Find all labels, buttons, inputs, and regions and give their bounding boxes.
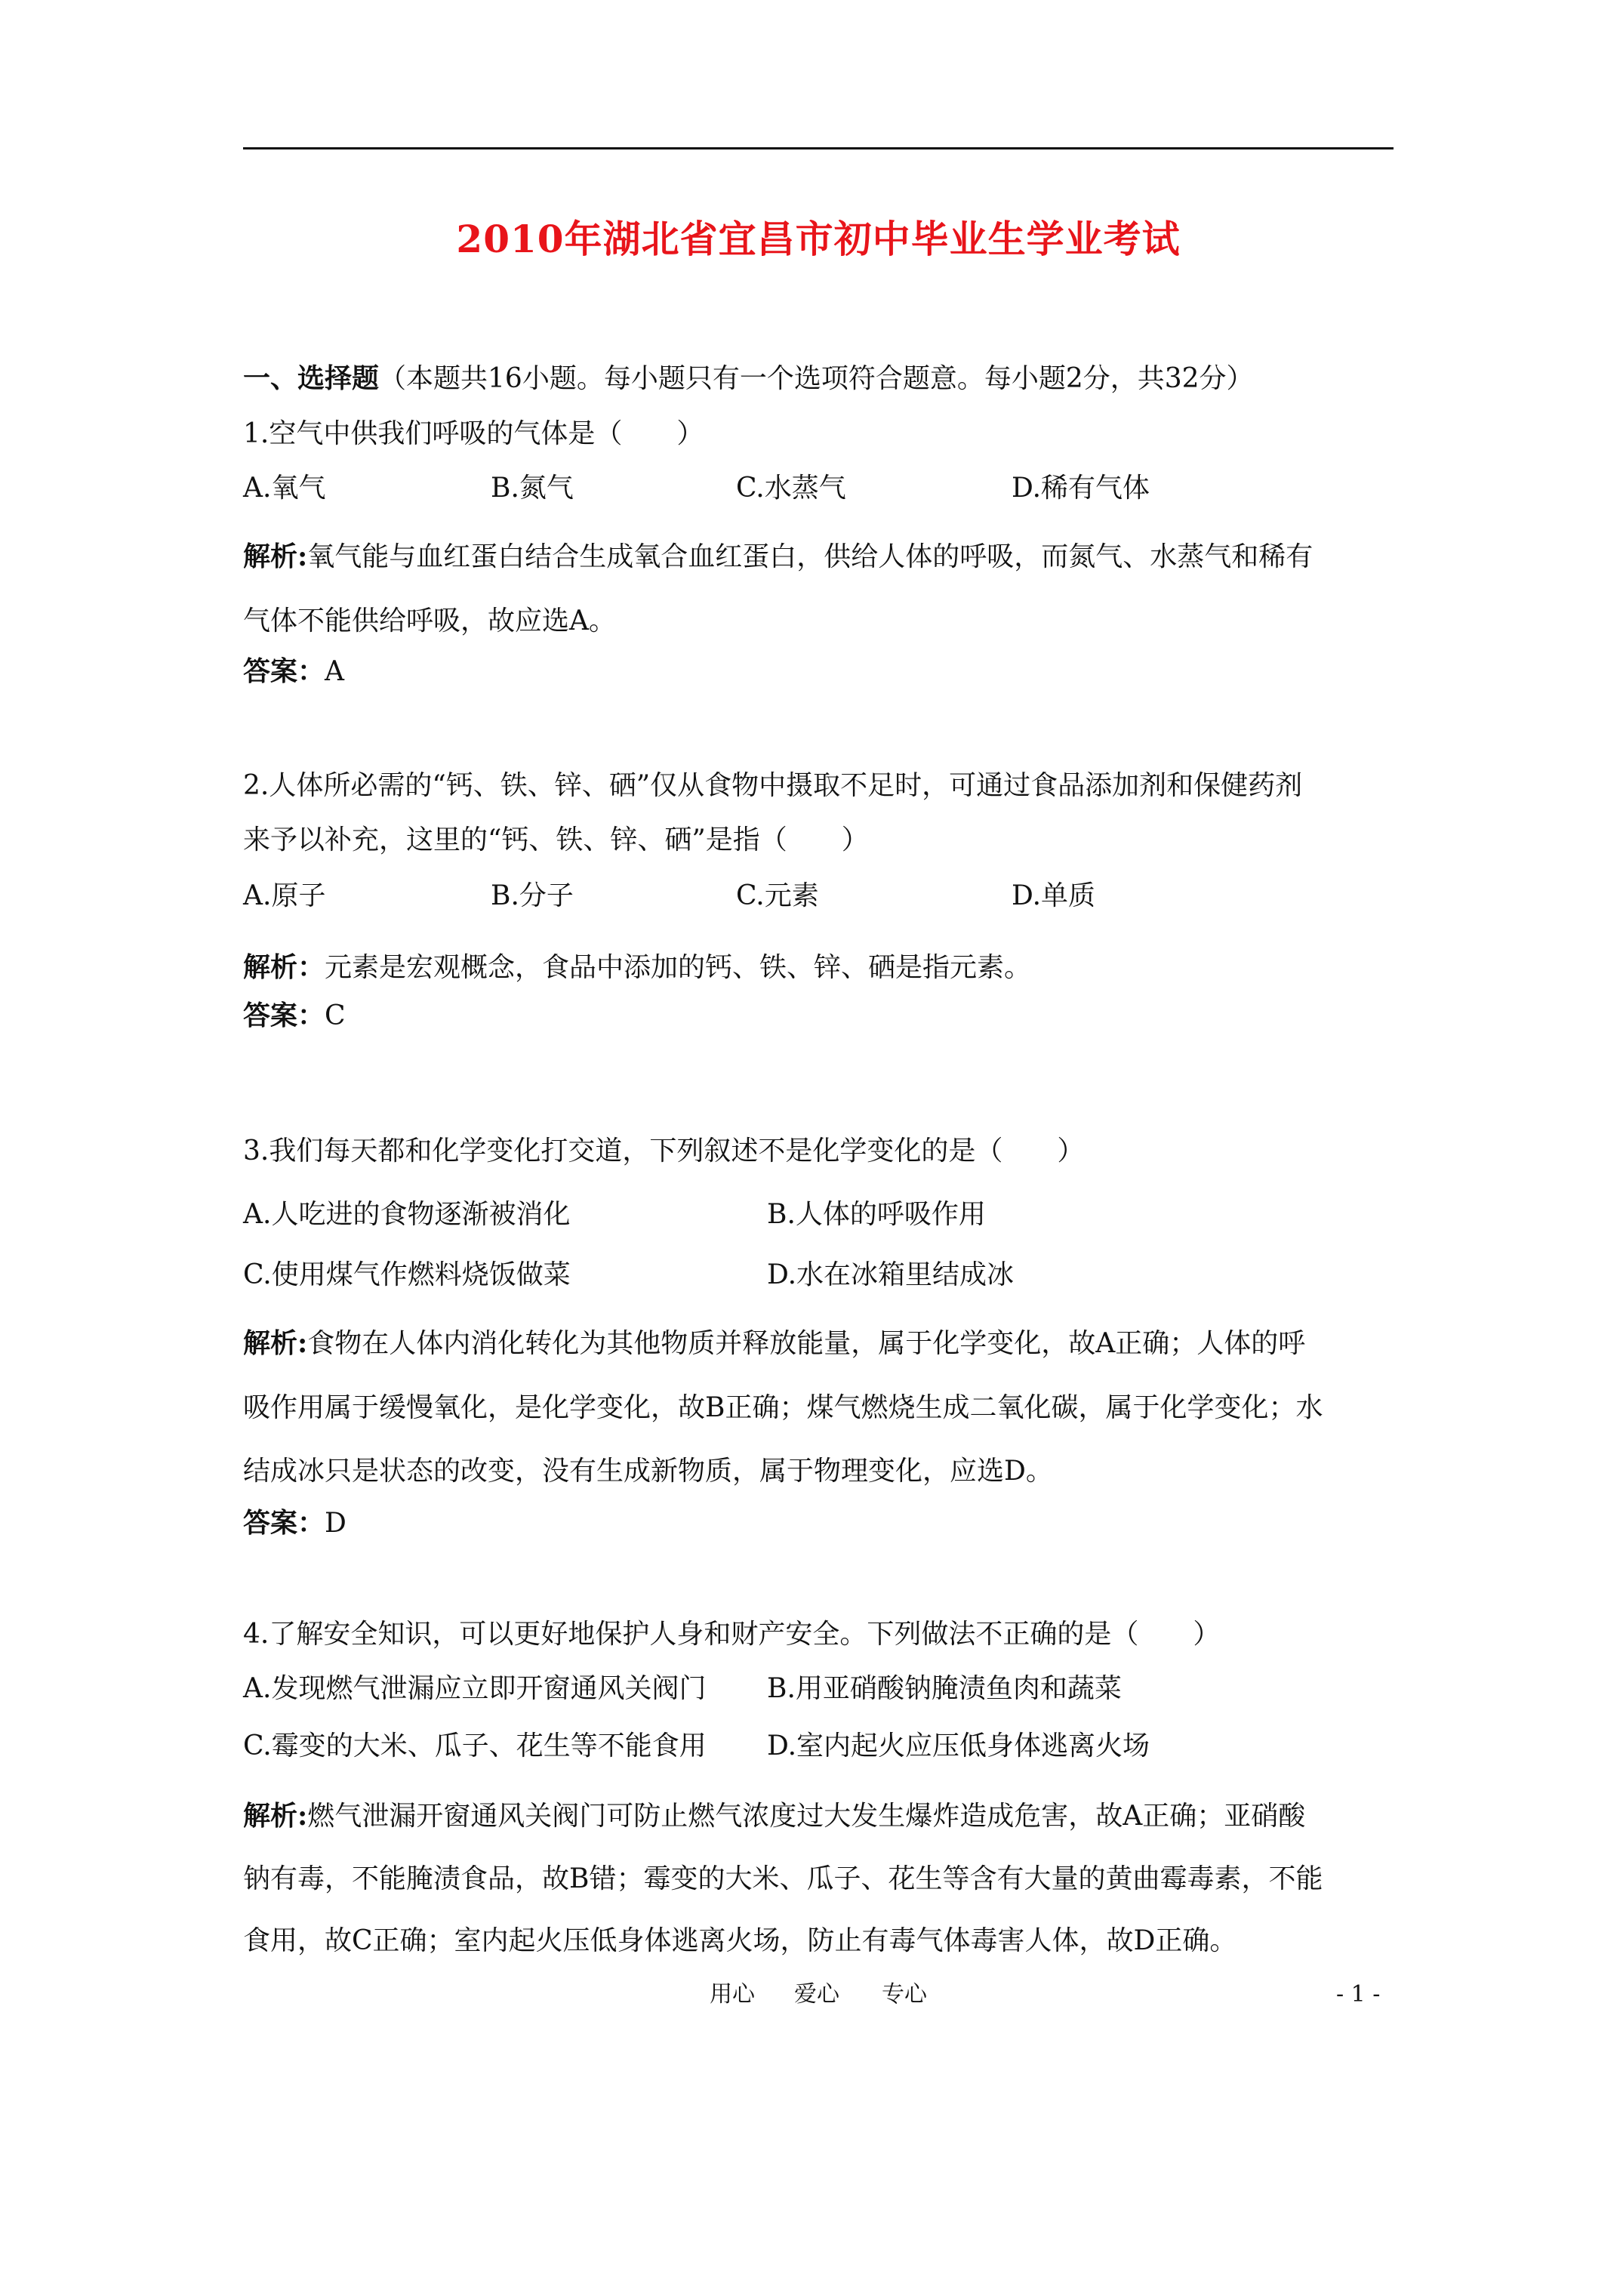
q2-answer-value: C xyxy=(325,1000,346,1031)
q1-analysis-text: 氧气能与血红蛋白结合生成氧合血红蛋白，供给人体的呼吸，而氮气、水蒸气和稀有 xyxy=(307,541,1313,572)
q4-analysis xyxy=(243,1797,1305,1835)
q3-analysis-cont-1: 吸作用属于缓慢氧化，是化学变化，故B正确；煤气燃烧生成二氧化碳，属于化学变化；水 xyxy=(243,1392,1323,1423)
q4-option-d: D.室内起火应压低身体逃离火场 xyxy=(767,1730,1150,1761)
q2-stem-cont: 来予以补充，这里的“钙、铁、锌、硒”是指（ ） xyxy=(243,824,869,855)
section-heading: 一、选择题 xyxy=(243,362,380,394)
q2-analysis-text: 元素是宏观概念，食品中添加的钙、铁、锌、硒是指元素。 xyxy=(325,952,1032,983)
answer-label: 答案： xyxy=(243,655,325,687)
footer-motto-2: 爱心 xyxy=(794,1981,839,2008)
q3-option-c: C.使用煤气作燃料烧饭做菜 xyxy=(243,1259,571,1290)
q3-answer-value: D xyxy=(325,1508,346,1539)
q2-analysis xyxy=(243,948,1031,987)
q4-analysis-cont-2: 食用，故C正确；室内起火压低身体逃离火场，防止有毒气体毒害人体，故D正确。 xyxy=(243,1925,1237,1956)
q2-answer xyxy=(243,997,346,1035)
analysis-label: 解析: xyxy=(243,541,308,572)
q3-stem: 3.我们每天都和化学变化打交道，下列叙述不是化学变化的是（ ） xyxy=(243,1136,1085,1166)
q1-option-d: D.稀有气体 xyxy=(1012,473,1150,504)
section-note: （本题共16小题。每小题只有一个选项符合题意。每小题2分，共32分） xyxy=(379,363,1254,394)
q1-option-a: A.氧气 xyxy=(243,473,326,504)
page-title: 2010年湖北省宜昌市初中毕业生学业考试 xyxy=(456,217,1181,261)
q1-analysis-cont: 气体不能供给呼吸，故应选A。 xyxy=(243,606,616,636)
q1-answer-value: A xyxy=(325,656,345,687)
q3-answer xyxy=(243,1504,346,1542)
header-rule xyxy=(243,147,1394,149)
answer-label: 答案： xyxy=(243,1000,325,1031)
footer-motto-3: 专心 xyxy=(882,1981,927,2008)
q3-analysis xyxy=(243,1324,1305,1363)
q1-option-c: C.水蒸气 xyxy=(736,473,846,504)
q2-option-c: C.元素 xyxy=(736,880,819,911)
q3-analysis-cont-2: 结成冰只是状态的改变，没有生成新物质，属于物理变化，应选D。 xyxy=(243,1456,1053,1487)
q1-analysis xyxy=(243,538,1313,576)
analysis-label: 解析: xyxy=(243,1327,308,1359)
footer-motto-1: 用心 xyxy=(710,1981,755,2008)
q3-option-a: A.人吃进的食物逐渐被消化 xyxy=(243,1199,571,1230)
analysis-label: 解析: xyxy=(243,1800,308,1832)
q4-option-b: B.用亚硝酸钠腌渍鱼肉和蔬菜 xyxy=(767,1673,1122,1704)
q3-analysis-text: 食物在人体内消化转化为其他物质并释放能量，属于化学变化，故A正确；人体的呼 xyxy=(307,1328,1306,1359)
q2-option-b: B.分子 xyxy=(491,880,574,911)
q4-analysis-text: 燃气泄漏开窗通风关阀门可防止燃气浓度过大发生爆炸造成危害，故A正确；亚硝酸 xyxy=(307,1801,1306,1832)
section-heading-line xyxy=(243,359,1254,398)
q2-option-d: D.单质 xyxy=(1012,880,1096,911)
page-number: - 1 - xyxy=(1336,1981,1381,2008)
q2-stem: 2.人体所必需的“钙、铁、锌、硒”仅从食物中摄取不足时，可通过食品添加剂和保健药剂 xyxy=(243,770,1303,801)
q1-stem: 1.空气中供我们呼吸的气体是（ ） xyxy=(243,418,704,449)
q4-stem: 4.了解安全知识，可以更好地保护人身和财产安全。下列做法不正确的是（ ） xyxy=(243,1619,1221,1650)
q3-option-b: B.人体的呼吸作用 xyxy=(767,1199,986,1230)
answer-label: 答案： xyxy=(243,1507,325,1539)
q4-analysis-cont-1: 钠有毒，不能腌渍食品，故B错；霉变的大米、瓜子、花生等含有大量的黄曲霉毒素，不能 xyxy=(243,1863,1323,1894)
q2-option-a: A.原子 xyxy=(243,880,326,911)
q1-option-b: B.氮气 xyxy=(491,473,574,504)
q4-option-c: C.霉变的大米、瓜子、花生等不能食用 xyxy=(243,1730,707,1761)
analysis-label: 解析： xyxy=(243,951,325,983)
q3-option-d: D.水在冰箱里结成冰 xyxy=(767,1259,1015,1290)
q4-option-a: A.发现燃气泄漏应立即开窗通风关阀门 xyxy=(243,1673,707,1704)
q1-answer xyxy=(243,652,344,691)
